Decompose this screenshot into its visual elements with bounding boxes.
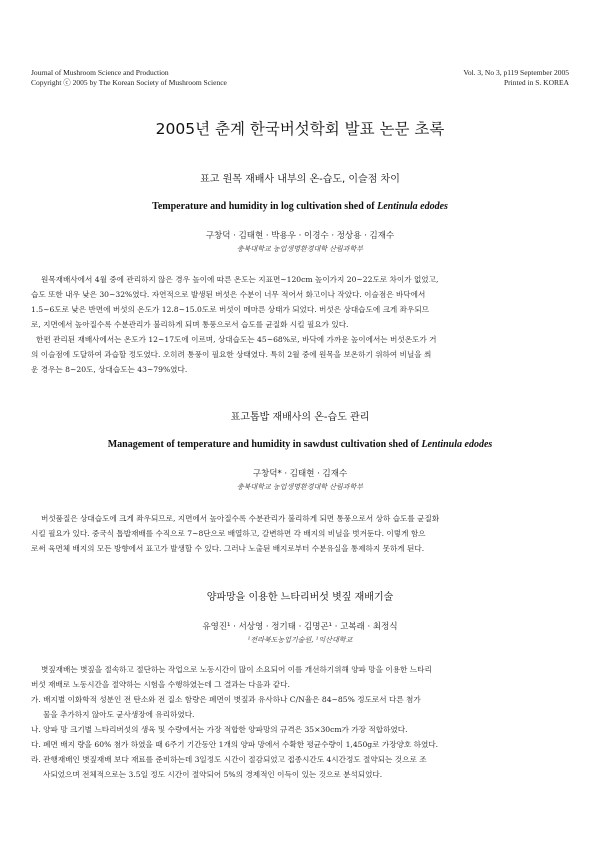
article-affiliation: 충북대학교 농업생명환경대학 산림과학부 xyxy=(236,483,364,491)
article-2 xyxy=(31,408,569,556)
article-authors: 구창덕 · 김태현 · 박용우 · 이경수 · 정상용 · 김재수 xyxy=(205,231,395,241)
article-en-title xyxy=(31,201,569,212)
en-title-species: Lentinula edodes xyxy=(377,201,448,212)
header-left xyxy=(31,68,227,88)
abstract-line: 의 이슬점에 도달하여 과습할 정도였다. 오히려 통풍이 필요한 상태였다. 특히 2월 중에 원목을 보온하기 위하여 비닐을 씌 xyxy=(31,350,432,359)
article-affiliation: ¹전라북도농업기술원, ¹익산대학교 xyxy=(247,636,353,644)
abstract-line: 버섯 재배로 노동시간을 절약하는 시험을 수행하였는데 그 결과는 다음과 같다. xyxy=(31,680,290,689)
abstract-line: 시킬 필요가 있다. 중국식 톱밥재배를 수직으로 7~8단으로 배열하고, 갈변하면 각 배지의 비닐을 벗겨둔다. 이렇게 함으 xyxy=(31,529,426,538)
result-item xyxy=(31,692,569,722)
printed-info: Printed in S. KOREA xyxy=(503,78,569,87)
article-abstract xyxy=(31,272,569,377)
abstract-line: 한편 관리된 재배사에서는 온도가 12~17도에 이르며, 상대습도는 45~68%로, 바닥에 가까운 높이에서는 버섯온도가 거 xyxy=(36,335,437,344)
page-title: 2005년 춘계 한국버섯학회 발표 논문 초록 xyxy=(155,120,445,138)
result-line: 사되었으며 전체적으로는 3.5일 정도 시간이 절약되어 5%의 경제적인 이득이 있는 것으로 분석되었다. xyxy=(43,770,383,779)
abstract-line: 로, 지면에서 높아질수록 수분관리가 불리하게 되며 통풍으로서 습도를 균질화 시킬 필요가 있다. xyxy=(31,320,349,329)
en-title-text: Temperature and humidity in log cultivation shed of xyxy=(152,201,378,212)
journal-name: Journal of Mushroom Science and Production xyxy=(31,68,169,77)
result-line: 나. 양파 망 크기별 느타리버섯의 생육 및 수량에서는 가장 적합한 양파망의 규격은 35×30cm가 가장 적합하였다. xyxy=(31,725,408,734)
result-line: 라. 관행재배인 볏짚재배 보다 재료를 준비하는데 3일정도 시간이 절감되었고 접종시간도 4시간정도 절약되는 것으로 조 xyxy=(31,755,427,764)
article-authors: 유영진¹ · 서상영 · 정기태 · 김명곤¹ · 고복래 · 최정식 xyxy=(202,622,398,632)
article-authors: 구창덕* · 김태현 · 김재수 xyxy=(252,469,348,479)
abstract-line: 버섯품질은 상대습도에 크게 좌우되므로, 지면에서 높아질수록 수분관리가 불리하게 되면 통풍으로서 상하 습도를 균질화 xyxy=(41,514,440,523)
article-affiliation: 충북대학교 농업생명환경대학 산림과학부 xyxy=(236,245,364,253)
abstract-line: 볏짚재배는 볏짚을 절속하고 절단하는 작업으로 노동시간이 많이 소요되어 이를 개선하기위해 양파 망을 이용한 느타리 xyxy=(41,665,432,674)
abstract-line: 1.5~6도로 낮은 반면에 버섯의 온도가 12.8~15.0도로 버섯이 메마른 상태가 되었다. 버섯은 상대습도에 크게 좌우되므 xyxy=(31,305,429,314)
result-line: 물을 추가하지 않아도 균사생장에 유리하였다. xyxy=(43,710,195,719)
result-item xyxy=(31,752,569,782)
abstract-line: 원목재배사에서 4월 중에 관리하지 않은 경우 높이에 따른 온도는 지표면~120cm 높이가지 20~22도로 차이가 없었고, xyxy=(41,275,439,284)
result-line: 가. 배지별 이화학적 성분인 전 탄소와 전 질소 함량은 폐면이 볏짚과 유사하나 C/N율은 84~85% 정도로서 다른 첨가 xyxy=(31,695,421,704)
abstract-line: 운 경우는 8~20도, 상대습도는 43~79%였다. xyxy=(31,365,188,374)
en-title-text: Management of temperature and humidity in sawdust cultivation shed of xyxy=(107,439,422,450)
article-abstract xyxy=(31,662,569,782)
article-kr-title: 양파망을 이용한 느타리버섯 볏짚 재배기술 xyxy=(206,592,394,603)
en-title-species: Lentinula edodes xyxy=(421,439,493,450)
copyright-line: Copyright ⓒ 2005 by The Korean Society of Mushroom Science xyxy=(31,78,227,87)
result-item xyxy=(31,722,569,737)
article-abstract xyxy=(31,511,569,556)
volume-info: Vol. 3, No 3, p119 September 2005 xyxy=(463,68,569,77)
article-1 xyxy=(31,170,569,377)
article-kr-title: 표고톱밥 재배사의 온-습도 관리 xyxy=(230,412,370,423)
result-item xyxy=(31,737,569,752)
abstract-line: 로써 육면체 배지의 모든 방향에서 표고가 발생할 수 있다. 그러나 노출된 배지로부터 수분유실을 통제하지 못하게 된다. xyxy=(31,544,425,553)
result-line: 다. 폐면 배지 량을 60% 첨가 하였을 때 6주기 기간동안 1개의 양파 망에서 수확한 평균수량이 1,450g로 가장양호 하였다. xyxy=(31,740,439,749)
abstract-line: 습도 또한 내우 낮은 30~32%였다. 자연적으로 발생된 버섯은 수분이 너무 적어서 화고이나 작았다. 이슬점은 바닥에서 xyxy=(31,290,426,299)
article-en-title xyxy=(31,439,569,450)
header-right xyxy=(463,68,569,88)
article-3 xyxy=(31,588,569,782)
article-kr-title: 표고 원목 재배사 내부의 온-습도, 이슬점 차이 xyxy=(200,174,400,185)
